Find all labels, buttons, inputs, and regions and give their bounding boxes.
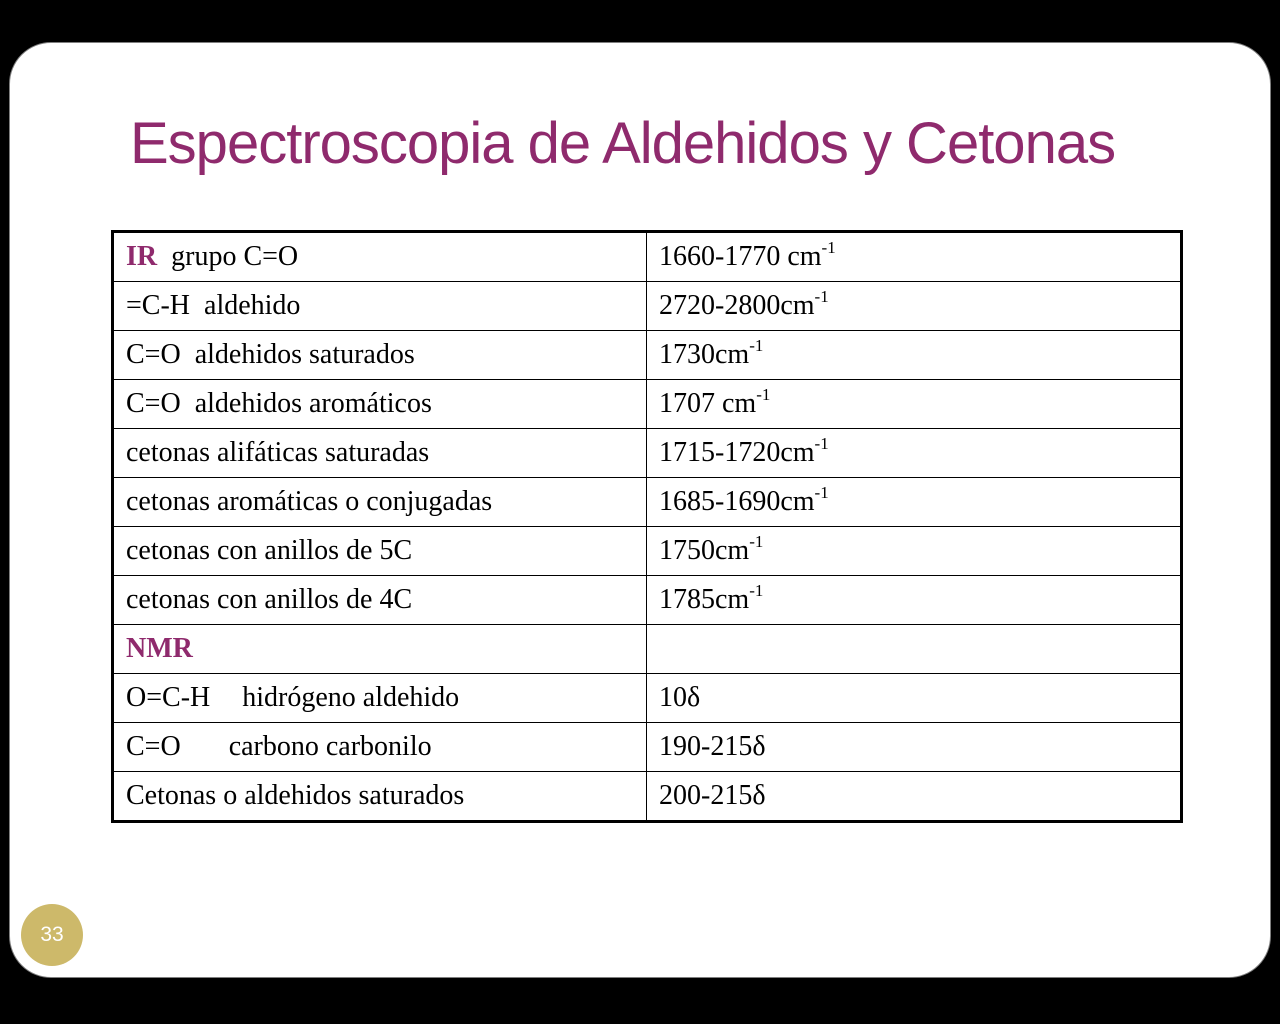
row-value: 10δ — [659, 682, 701, 713]
row-label: =C-H aldehido — [126, 290, 301, 321]
table-row — [113, 331, 1182, 380]
table-cell-value — [647, 478, 1182, 527]
row-value: 2720-2800cm — [659, 290, 815, 321]
row-label: cetonas con anillos de 5C — [126, 535, 413, 566]
nmr-section-label: NMR — [126, 633, 193, 664]
table-cell-label — [113, 331, 647, 380]
row-label: hidrógeno aldehido — [242, 682, 460, 713]
row-value: 1660-1770 cm — [659, 241, 822, 272]
table-cell-label — [113, 380, 647, 429]
table-cell-value — [647, 625, 1182, 674]
table-row — [113, 772, 1182, 822]
spectroscopy-table — [111, 230, 1183, 823]
superscript: -1 — [821, 237, 836, 257]
row-label: grupo C=O — [171, 241, 299, 272]
row-value: 200-215δ — [659, 780, 766, 811]
table-row — [113, 232, 1182, 282]
row-label-formula: C=O — [126, 731, 181, 762]
table-cell-value — [647, 723, 1182, 772]
table-cell-value — [647, 380, 1182, 429]
row-value: 1785cm — [659, 584, 750, 615]
row-label-formula: O=C-H — [126, 682, 211, 713]
row-label: cetonas con anillos de 4C — [126, 584, 413, 615]
table-cell-value — [647, 331, 1182, 380]
superscript: -1 — [749, 580, 764, 600]
table-cell-value — [647, 232, 1182, 282]
row-label: Cetonas o aldehidos saturados — [126, 780, 465, 811]
row-value: 1730cm — [659, 339, 750, 370]
table-row — [113, 723, 1182, 772]
table-cell-label — [113, 772, 647, 822]
table-cell-label — [113, 625, 647, 674]
table-cell-label — [113, 674, 647, 723]
table-row — [113, 674, 1182, 723]
table-cell-value — [647, 772, 1182, 822]
row-value: 1685-1690cm — [659, 486, 815, 517]
table-cell-value — [647, 576, 1182, 625]
row-value: 1750cm — [659, 535, 750, 566]
table-row — [113, 478, 1182, 527]
table-cell-value — [647, 429, 1182, 478]
superscript: -1 — [814, 433, 829, 453]
table-cell-value — [647, 282, 1182, 331]
table-cell-label — [113, 527, 647, 576]
table-cell-value — [647, 674, 1182, 723]
row-label: C=O aldehidos aromáticos — [126, 388, 432, 419]
table-row — [113, 576, 1182, 625]
row-label: cetonas aromáticas o conjugadas — [126, 486, 493, 517]
row-value: 1715-1720cm — [659, 437, 815, 468]
slide-title: Espectroscopia de Aldehidos y Cetonas — [130, 111, 1116, 176]
table-row — [113, 380, 1182, 429]
table-row — [113, 625, 1182, 674]
superscript: -1 — [814, 286, 829, 306]
table-cell-label — [113, 282, 647, 331]
table-row — [113, 282, 1182, 331]
page-number-badge: 33 — [21, 904, 83, 966]
row-value: 1707 cm — [659, 388, 757, 419]
table-cell-value — [647, 527, 1182, 576]
superscript: -1 — [814, 482, 829, 502]
row-label: C=O aldehidos saturados — [126, 339, 415, 370]
table-row — [113, 429, 1182, 478]
superscript: -1 — [749, 335, 764, 355]
table-cell-label — [113, 576, 647, 625]
row-label: cetonas alifáticas saturadas — [126, 437, 430, 468]
table-cell-label — [113, 232, 647, 282]
table-cell-label — [113, 478, 647, 527]
row-label: carbono carbonilo — [228, 731, 432, 762]
table-cell-label — [113, 429, 647, 478]
table-cell-label — [113, 723, 647, 772]
superscript: -1 — [756, 384, 771, 404]
table-row — [113, 527, 1182, 576]
ir-section-label: IR — [126, 241, 158, 272]
row-value: 190-215δ — [659, 731, 766, 762]
slide — [9, 42, 1271, 978]
superscript: -1 — [749, 531, 764, 551]
